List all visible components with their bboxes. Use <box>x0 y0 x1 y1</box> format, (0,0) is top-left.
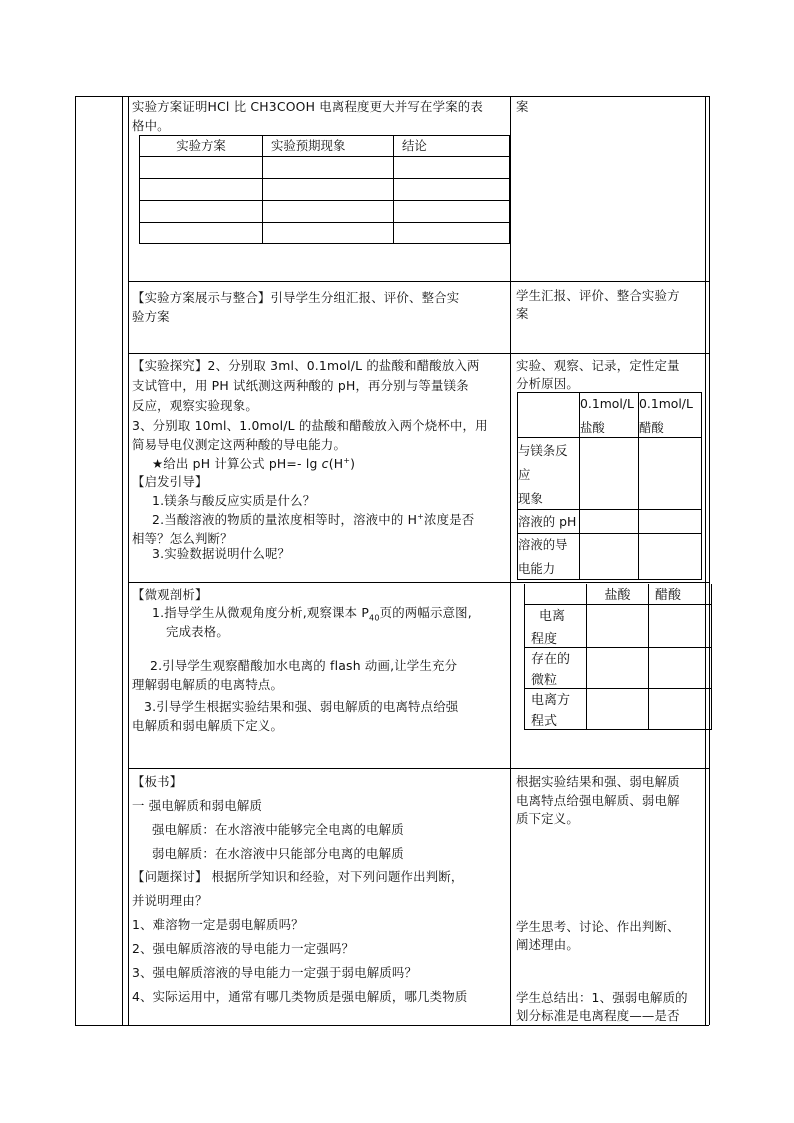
table-row: 溶液的 pH <box>518 510 702 534</box>
table-row: 与镁条反 应 现象 <box>518 438 702 510</box>
hint-question-1: 1.镁条与酸反应实质是什么？ <box>152 493 316 508</box>
discussion-q3: 3、强电解质溶液的导电能力一定强于弱电解质吗？ <box>132 965 418 980</box>
hint-question-2-cont: 相等？怎么判断？ <box>132 531 233 546</box>
s3-right-line2: 分析原因。 <box>516 376 579 391</box>
s1-left-line1: 实验方案证明HCl 比 CH3COOH 电离程度更大并写在学案的表 <box>132 99 483 114</box>
s3-line2: 支试管中，用 PH 试纸测这两种酸的 pH，再分别与等量镁条 <box>132 378 469 393</box>
col-divider-1 <box>122 96 123 1025</box>
col-divider-3 <box>510 96 511 1025</box>
hint-title: 【启发引导】 <box>132 474 208 489</box>
observation-table <box>517 392 702 580</box>
discussion-q4: 4、实际运用中，通常有哪几类物质是强电解质，哪几类物质 <box>132 989 468 1004</box>
s4-para2: 2.引导学生观察醋酸加水电离的 flash 动画,让学生充分 <box>150 658 458 673</box>
row-divider-3 <box>128 582 709 583</box>
weak-electrolyte-def: 弱电解质：在水溶液中只能部分电离的电解质 <box>152 846 404 861</box>
table-row <box>140 179 510 201</box>
table-row <box>140 157 510 179</box>
row-divider-4 <box>128 768 709 769</box>
outer-left-border <box>75 96 76 1025</box>
table-corner <box>525 584 587 604</box>
board-title: 【板书】 <box>132 774 183 789</box>
board-heading: 一 强电解质和弱电解质 <box>132 798 263 813</box>
s2-right-line2: 案 <box>516 306 529 321</box>
discussion-q1: 1、难溶物一定是弱电解质吗？ <box>132 917 304 932</box>
s4-title: 【微观剖析】 <box>132 587 208 602</box>
table-header-conclusion: 结论 <box>394 136 510 157</box>
s5-right-line6: 学生总结出：1、强弱电解质的 <box>516 990 688 1005</box>
s4-para2-cont: 理解弱电解质的电离特点。 <box>132 677 284 692</box>
table-header-phenomenon: 实验预期现象 <box>263 136 394 157</box>
s5-right-line5: 阐述理由。 <box>516 937 579 952</box>
s3-line4: 3、分别取 10ml、1.0mol/L 的盐酸和醋酸放入两个烧杯中，用 <box>132 418 488 433</box>
table-row <box>140 223 510 244</box>
table-header-hcl: 0.1mol/L 盐酸 <box>580 393 639 438</box>
s5-right-line4: 学生思考、讨论、作出判断、 <box>516 919 680 934</box>
row-divider-1 <box>128 281 709 282</box>
s1-left-line2: 格中。 <box>132 118 170 133</box>
s5-right-line7: 划分标准是电离程度——是否 <box>516 1008 680 1023</box>
discussion-q2: 2、强电解质溶液的导电能力一定强吗？ <box>132 941 355 956</box>
s3-line3: 反应，观察实验现象。 <box>132 398 258 413</box>
hint-question-2: 2.当酸溶液的物质的量浓度相等时，溶液中的 H+浓度是否 <box>152 511 475 527</box>
s4-para3: 3.引导学生根据实验结果和强、弱电解质的电离特点给强 <box>144 699 459 714</box>
bottom-border <box>75 1025 709 1026</box>
table-header-plan: 实验方案 <box>140 136 263 157</box>
s5-right-line3: 质下定义。 <box>516 811 579 826</box>
s5-right-line1: 根据实验结果和强、弱电解质 <box>516 774 680 789</box>
micro-analysis-table <box>524 584 712 730</box>
table-header-hcl: 盐酸 <box>587 584 649 604</box>
table-row: 溶液的导 电能力 <box>518 534 702 580</box>
s4-para3-cont: 电解质和弱电解质下定义。 <box>132 718 284 733</box>
s5-right-line2: 电离特点给强电解质、弱电解 <box>516 793 680 808</box>
outer-right-border <box>709 96 710 1025</box>
table-corner <box>518 393 580 438</box>
ph-formula: ★给出 pH 计算公式 pH=- lg c(H+) <box>152 455 356 471</box>
discussion-title: 【问题探讨】 根据所学知识和经验，对下列问题作出判断， <box>132 869 464 884</box>
row-divider-2 <box>128 353 709 354</box>
table-row: 电离 程度 <box>525 604 712 647</box>
table-row <box>140 201 510 223</box>
s3-line1: 【实验探究】2、分别取 3ml、0.1mol/L 的盐酸和醋酸放入两 <box>132 358 480 373</box>
strong-electrolyte-def: 强电解质：在水溶液中能够完全电离的电解质 <box>152 822 404 837</box>
s4-para1: 1.指导学生从微观角度分析,观察课本 $P_{40}$页的两幅示意图, <box>152 605 472 623</box>
table-header-acetic: 0.1mol/L 醋酸 <box>639 393 702 438</box>
col-divider-4 <box>705 96 706 1025</box>
s4-para1-cont: 完成表格。 <box>166 624 229 639</box>
hint-question-3: 3.实验数据说明什么呢？ <box>152 546 291 561</box>
table-header-acetic: 醋酸 <box>649 584 712 604</box>
s3-right-line1: 实验、观察、记录，定性定量 <box>516 358 680 373</box>
col-divider-2 <box>128 96 129 1025</box>
table-row: 存在的 微粒 <box>525 647 712 688</box>
s1-right: 案 <box>516 99 529 114</box>
s2-left-line1: 【实验方案展示与整合】引导学生分组汇报、评价、整合实 <box>132 290 460 305</box>
experiment-plan-table <box>139 135 510 244</box>
s3-line5: 简易导电仪测定这两种酸的导电能力。 <box>132 437 347 452</box>
s2-left-line2: 验方案 <box>132 309 170 324</box>
table-row: 电离方 程式 <box>525 688 712 729</box>
s2-right-line1: 学生汇报、评价、整合实验方 <box>516 288 680 303</box>
discussion-title-cont: 并说明理由？ <box>132 893 208 908</box>
